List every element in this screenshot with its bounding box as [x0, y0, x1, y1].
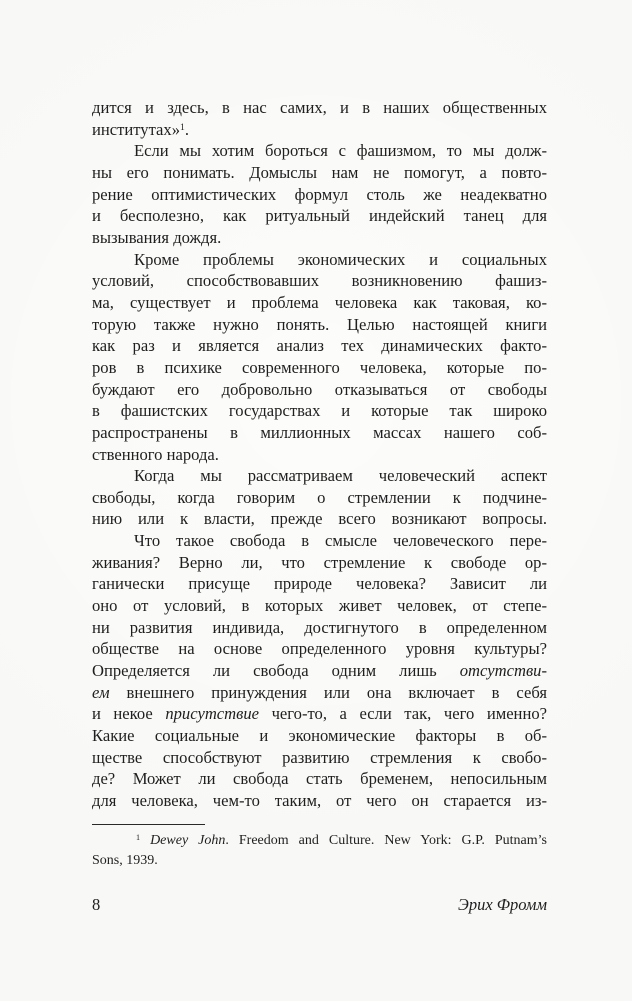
- text-line: условий, способствовавших возникновению фашиз-: [92, 271, 547, 291]
- text-line: рение оптимистических формул столь же неадекватно: [92, 184, 547, 204]
- paragraph: [92, 465, 547, 530]
- paragraph: [92, 831, 547, 870]
- text-line: институтах»$^1$.: [92, 119, 189, 139]
- text-line: вызывания дождя.: [92, 227, 222, 247]
- footnote-separator: [92, 824, 205, 825]
- text-line: Определяется ли свобода одним лишь отсутстви-: [92, 661, 547, 681]
- footnote-ref: 1: [180, 121, 185, 133]
- running-author: Эрих Фромм: [458, 895, 547, 914]
- italic-text: Dewey John: [150, 833, 226, 848]
- text-line: $^1$ Dewey John. Freedom and Culture. New York: G.P. Putnam’s: [136, 832, 547, 848]
- italic-text: ем: [92, 682, 110, 702]
- text-line: в фашистских государствах и которые так широко: [92, 401, 547, 421]
- text-line: ни развития индивида, достигнутого в определенном: [92, 617, 547, 637]
- text-line: Какие социальные и экономические факторы в об-: [92, 726, 547, 746]
- text-line: дится и здесь, в нас самих, и в наших общественных: [92, 98, 547, 117]
- italic-text: присутствие: [165, 704, 260, 724]
- text-line: ганически присуще природе человека? Зависит ли: [92, 574, 547, 594]
- footnote-ref: 1: [136, 832, 141, 842]
- body-text-block: [92, 97, 547, 812]
- page-footer: [92, 895, 547, 915]
- text-line: торую также нужно понять. Целью настоящей книги: [92, 314, 547, 334]
- text-line: ственного народа.: [92, 444, 219, 464]
- paragraph: [92, 140, 547, 248]
- paragraph: [92, 249, 547, 466]
- text-line: ем внешнего принуждения или она включает в себя: [92, 682, 547, 702]
- text-line: ма, существует и проблема человека как таковая, ко-: [92, 292, 547, 312]
- text-line: обществе на основе определенного уровня культуры?: [92, 639, 547, 659]
- paragraph: [92, 530, 547, 812]
- text-line: Что такое свобода в смысле человеческого пере-: [134, 531, 547, 551]
- text-line: ществе способствуют развитию стремления к свобо-: [92, 747, 547, 767]
- page-number: 8: [92, 895, 101, 914]
- footnote-block: [92, 831, 547, 870]
- text-line: ны его понимать. Домыслы нам не помогут, а повто-: [92, 162, 547, 182]
- italic-text: отсутстви-: [459, 661, 547, 681]
- text-line: де? Может ли свобода стать бременем, непосильным: [92, 769, 547, 789]
- text-line: ров в психике современного человека, которые по-: [92, 357, 547, 377]
- text-line: нию или к власти, прежде всего возникают вопросы.: [92, 509, 547, 529]
- text-line: Sons, 1939.: [92, 852, 158, 868]
- text-line: буждают его добровольно отказываться от свободы: [92, 379, 547, 399]
- paragraph: [92, 97, 547, 140]
- text-line: оно от условий, в которых живет человек, от степе-: [92, 596, 547, 616]
- text-line: Если мы хотим бороться с фашизмом, то мы долж-: [134, 141, 547, 161]
- text-line: распространены в миллионных массах нашего соб-: [92, 422, 547, 442]
- text-line: и бесполезно, как ритуальный индейский танец для: [92, 206, 547, 226]
- text-line: как раз и является анализ тех динамических факто-: [92, 336, 547, 356]
- text-line: и некое присутствие чего-то, а если так, чего именно?: [92, 704, 547, 724]
- text-line: для человека, чем-то таким, от чего он старается из-: [92, 791, 547, 810]
- text-line: Когда мы рассматриваем человеческий аспект: [134, 466, 547, 486]
- text-line: свободы, когда говорим о стремлении к подчине-: [92, 487, 547, 507]
- text-line: живания? Верно ли, что стремление к свободе ор-: [92, 552, 547, 572]
- text-line: Кроме проблемы экономических и социальных: [134, 249, 547, 269]
